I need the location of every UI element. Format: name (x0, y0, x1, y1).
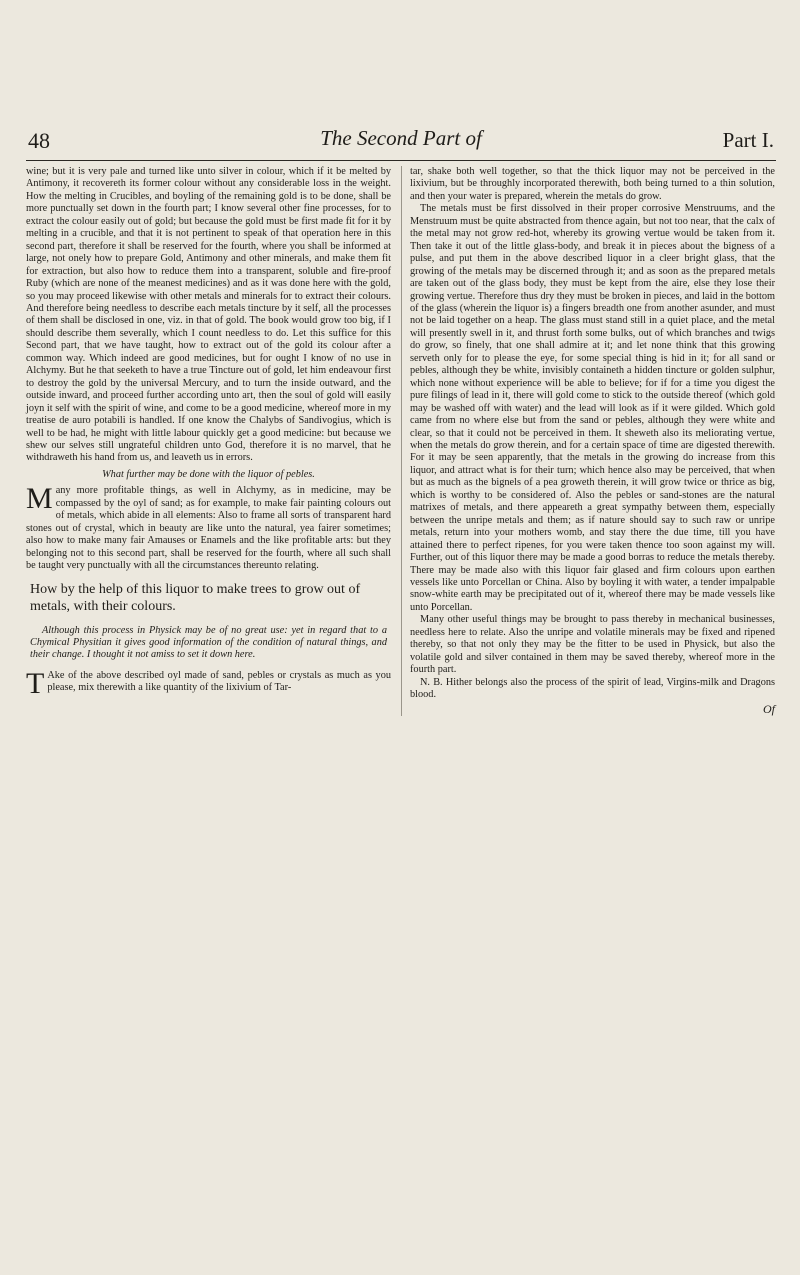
page-header (26, 126, 776, 161)
paragraph: The metals must be first dissolved in their proper corrosive Menstruums, and the Menstruum must be quite abstracted from thence again, but not too near, that the calx of the metal may not grow red-hot, whereby its growing vertue would be taken from it. Then take it out of the little glass-body, and break it in pieces about the bigness of a pulse, and put them in the above described liquor in a cleer bright glass, that the growing of the metals may be discerned through it; and as soon as the prepared metals are taken out of the glass body, they must be kept from the aire, else they lose their growing vertue. Therefore thus dry they must be broken in pieces, and laid in the bottom of the glass (wherein the liquor is) a fingers breadth one from another asunder, and must not be laid together on a heap. The glass must stand still in a quiet place, and the metal will presently swell in it, and thrust forth some bulks, out of which branches and twigs do grow, so finely, that one shall admire at it; and let none think that this growing serveth only for to please the eye, for some special thing is hid in it; for all sand or pebles, although they be white, invisibly containeth a hidden tincture or golden sulphur, which none without experience will be able to believe; for if for a time you digest the pure filings of lead in it, there will gold come to stick to the outside thereof (which gold may be washed off with water) and the lead will look as if it were gilded. Which gold came from no where else but from the sand or pebles, although they were white and clear, so that it could not be perceived in them. It sheweth also its meliorating vertue, when the metals do grow therein, and for a certain space of time are digested therewith. For it may be seen apparently, that the metals in the growing do increase from this liquor, and attract what is for their turn; which hence also may be perceived, that when but as much as the bignels of a pea groweth therein, it will grow twice or thrice as big, which is worthy to be considered of. Also the pebles or sand-stones are the natural matrixes of metals, and there appeareth a great sympathy between them, especially between the unripe metals and them; as if nature should say to such raw or unripe metals, return into your mothers womb, and stay there the due time, till you have attained there to perfect ripenes, for you were taken thence too soon against my will. Further, out of this liquor there may be made a good borras to reduce the metals thereby. There may be made also with this liquor fair glased and firm colours upon earthen vessels like unto Porcellan or China. Also by boyling it with water, a tender impalpable snow-white earth may be precipitated out of it, whereof there may be made vessels like unto Porcellan. (410, 203, 775, 613)
paragraph (26, 482, 391, 572)
paragraph: tar, shake both well together, so that the thick liquor may not be perceived in the lixivium, but be throughly incorporated therewith, both being turned to a thin solution, and then your water is prepared, wherein the metals do grow. (410, 166, 775, 202)
paragraph: wine; but it is very pale and turned like unto silver in colour, which if it be melted by Antimony, it recovereth its former colour without any considerable loss in the weight. How the melting in Crucibles, and boyling of the remaining gold is to be done, shall be more punctually set down in the fourth part; I know several other fine processes, for to extract the colour easily out of gold; but because the gold must be first made fit for it by melting in a crucible, and that it is not pertinent to speak of that operation here in this second part, therefore it shall be reserved for the fourth, where you shall be informed at large, not onely how to prepare Gold, Antimony and other minerals, and make them fit for extraction, but also how to reduce them into a transparent, soluble and fire-proof Ruby (which are none of the meanest medicines) and as it was done here with the gold, so you may proceed likewise with other metals and minerals for to extract their colours. And therefore being needless to describe each metals tincture by it self, all the processes of them shall be disclosed in one, viz. in that of gold. The book would grow too big, if I should describe them severally, which I count needless to do. Let this suffice for this Second part, that we have taught, how to extract out of the gold its colour after a common way. Which indeed are good medicines, but for ought I know of no use in Alchymy. But he that seeketh to have a true Tincture out of gold, let him endeavour first to destroy the gold by the universal Mercury, and to turn the inside outward, and the outside inward, and proceed further according unto art, then the soul of gold will easily joyn it self with the spirit of wine, and come to be a good medicine, whereof more in my treatise de auro potabili is handled. If one know the Chalybs of Sandivogius, which is well to be had, he might with little labour quickly get a good medicine: but because we shew our selves still ungrateful children unto God, therefore it is no marvel, that he withdraweth his hand from us, and leaveth us in errors. (26, 166, 391, 464)
page-number: 48 (28, 128, 50, 153)
text-columns (26, 166, 776, 716)
left-column (26, 166, 391, 716)
paragraph: N. B. Hither belongs also the process of the spirit of lead, Virgins-milk and Dragons blood. (410, 676, 775, 701)
paragraph-text: any more profitable things, as well in Alchymy, as in medicine, may be compassed by the oyl of sand; as for example, to make fair painting colours out of metals, which abide in all elements: Also to frame all sorts of transparent hard stones out of crystal, which in beauty are like unto the natural, yea fairer sometimes; also how to make many fair Amauses or Enamels and the like profitable arts: but they belonging not to this second part, shall be reserved for the fourth, where all such shall be taught very punctually with all the circumstances thereunto relating. (26, 485, 391, 572)
catchword: Of (763, 702, 775, 717)
drop-cap: M (26, 482, 53, 516)
running-title: The Second Part of (320, 126, 482, 150)
italic-intro: Although this process in Physick may be of no great use: yet in regard that to a Chymical Physitian it gives good information of the condition of natural things, and their change. I thought it not amiss to set it down here. (30, 624, 387, 661)
drop-cap: T (26, 666, 45, 700)
paragraph (26, 666, 391, 700)
part-label: Part I. (722, 128, 774, 152)
paragraph: Many other useful things may be brought to pass thereby in mechanical businesses, needless here to relate. Also the unripe and volatile minerals may be fixed and ripened thereby, so that not only they may be the fitter to be used in Physick, but also the volatile gold and silver contained in them may be saved thereby, whereof more in the fourth part. (410, 614, 775, 676)
right-column (401, 166, 775, 716)
section-heading: How by the help of this liquor to make trees to grow out of metals, with their colours. (30, 581, 361, 614)
side-note: What further may be done with the liquor of pebles. (102, 468, 315, 480)
paragraph-text: Ake of the above described oyl made of sand, pebles or crystals as much as you please, mix therewith a like quantity of the lixivium of Tar- (47, 669, 391, 694)
